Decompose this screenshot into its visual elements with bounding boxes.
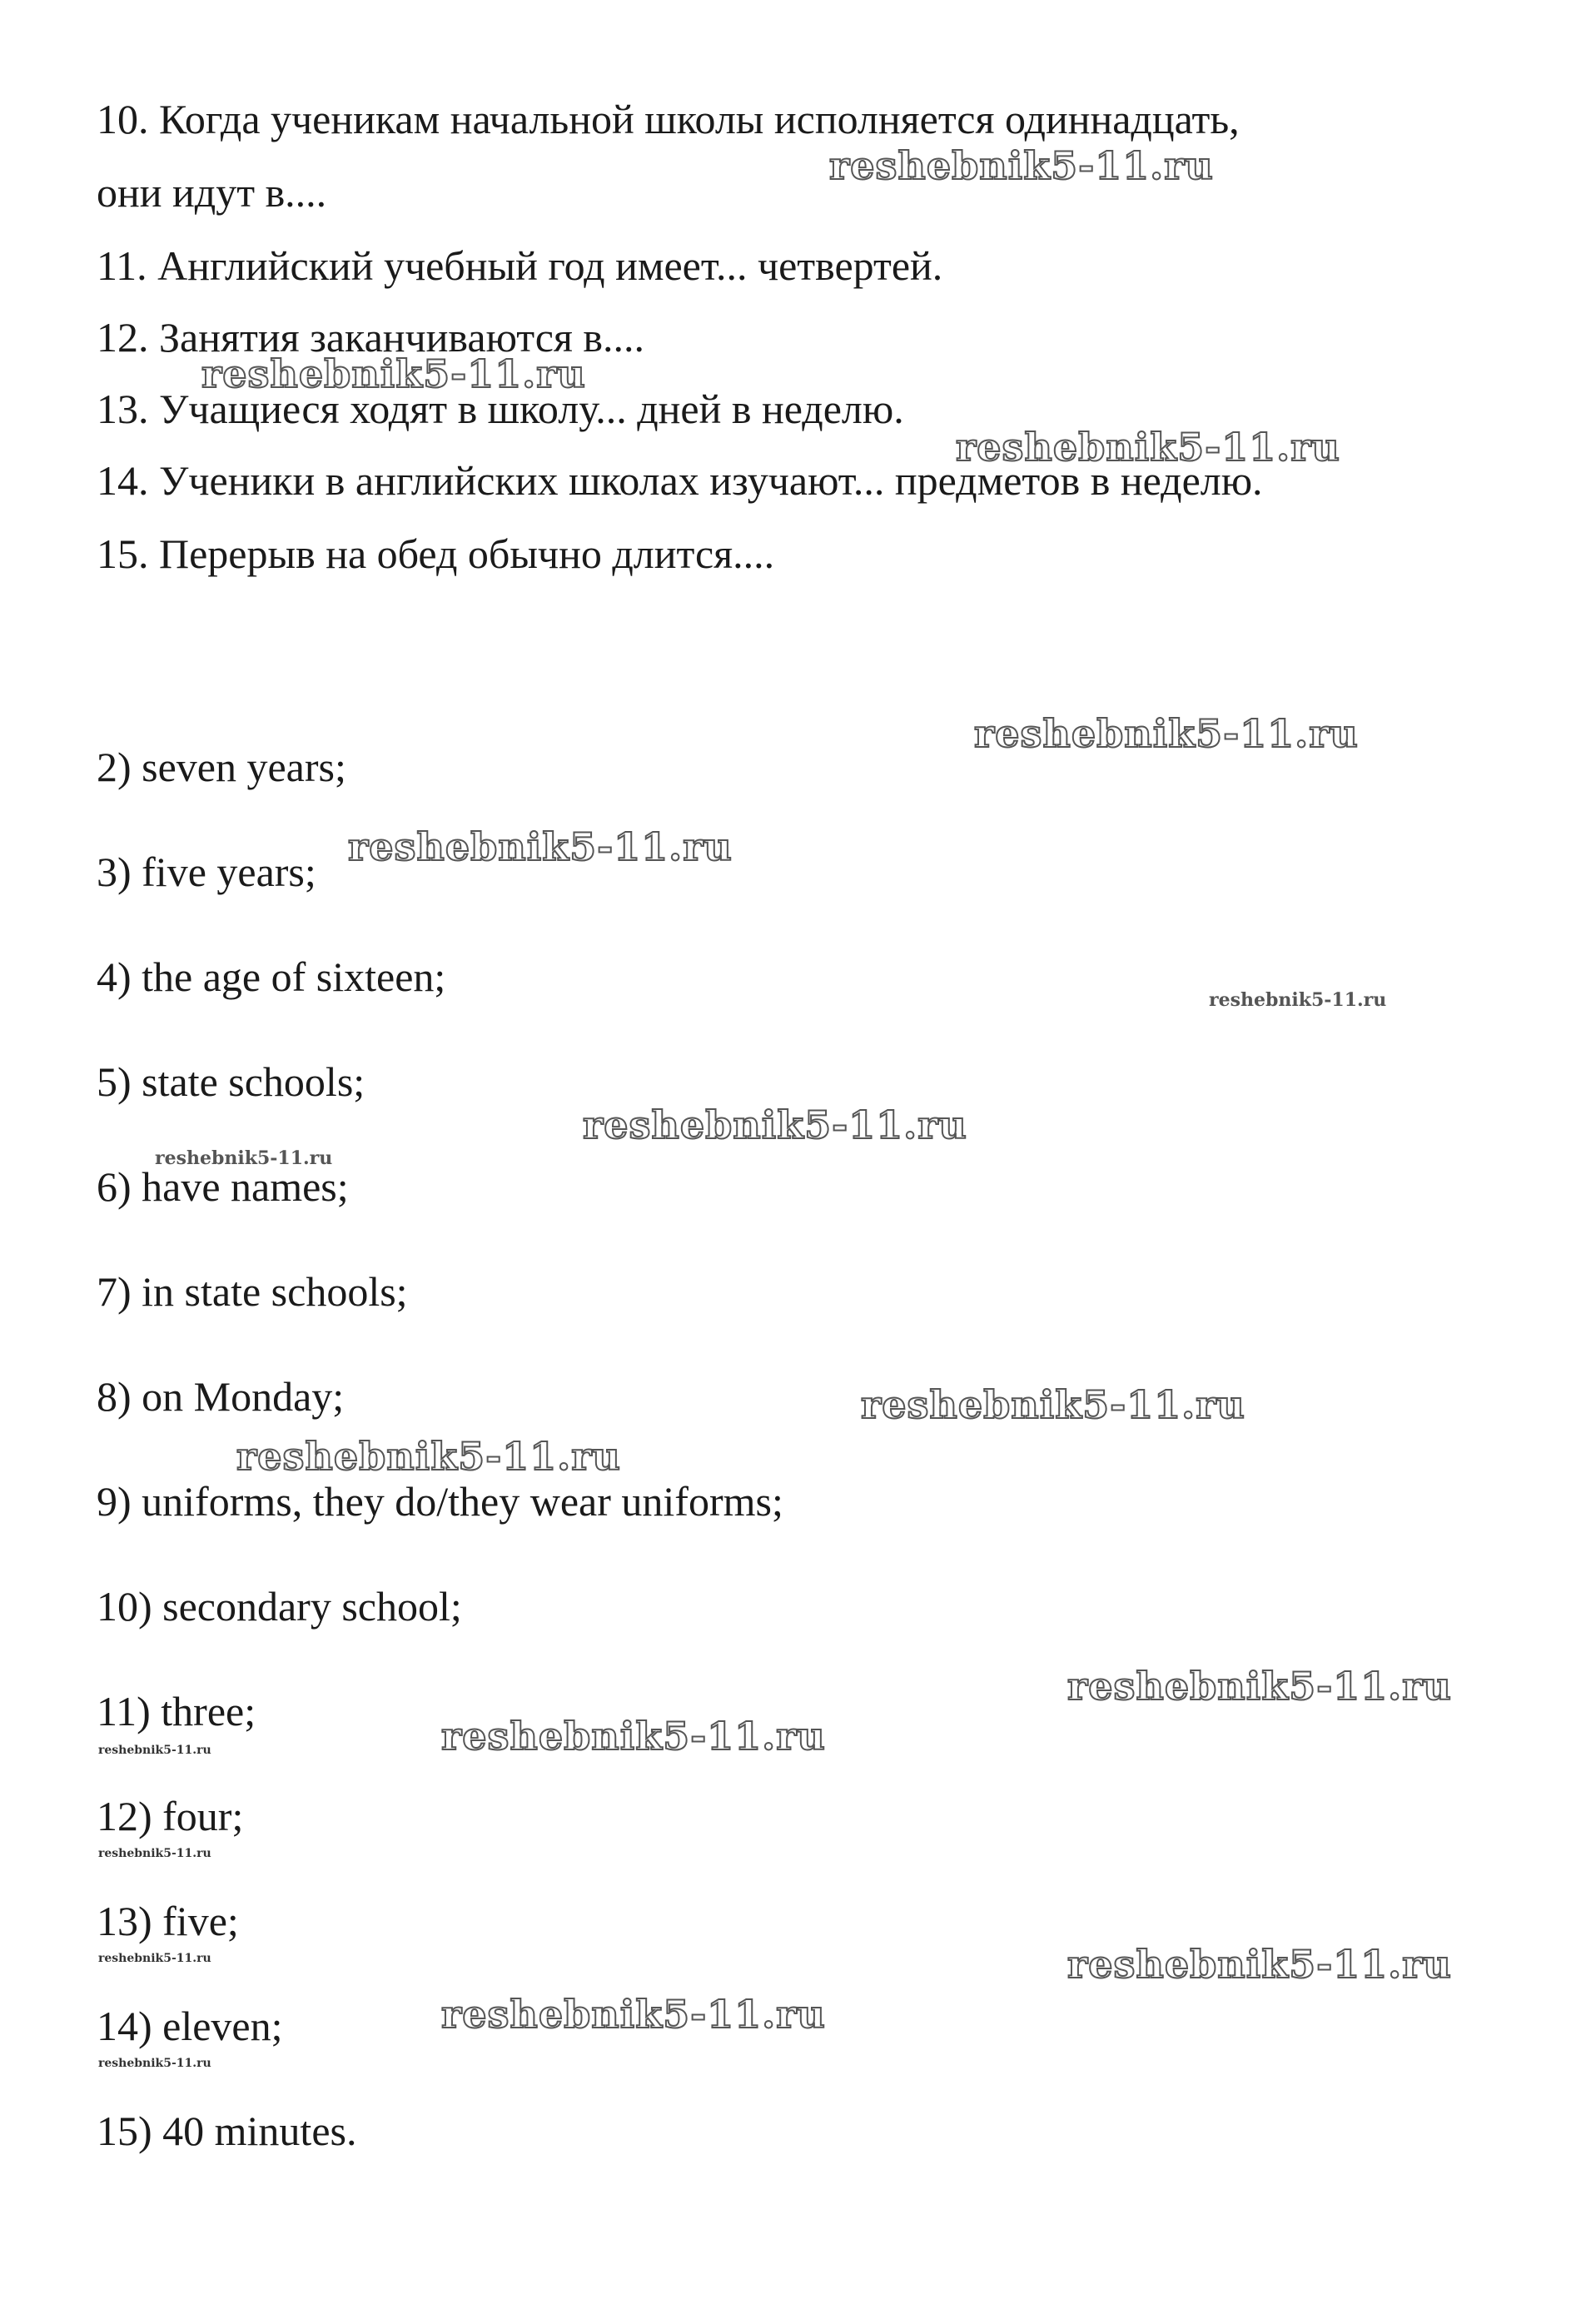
watermark: reshebnik5-11.ru xyxy=(348,824,733,869)
watermark: reshebnik5-11.ru xyxy=(98,1847,211,1860)
answer-line: 6) have names; xyxy=(97,1163,349,1210)
watermark: reshebnik5-11.ru xyxy=(98,1952,211,1965)
question-line: они идут в.... xyxy=(97,169,327,216)
watermark: reshebnik5-11.ru xyxy=(861,1382,1245,1427)
watermark: reshebnik5-11.ru xyxy=(829,143,1214,188)
answer-line: 5) state schools; xyxy=(97,1058,365,1105)
answer-line: 7) in state schools; xyxy=(97,1268,408,1315)
question-line: 10. Когда ученикам начальной школы исполняется одиннадцать, xyxy=(97,96,1240,142)
answer-line: 13) five; xyxy=(97,1898,239,1944)
answer-line: 3) five years; xyxy=(97,848,316,895)
answer-line: 15) 40 minutes. xyxy=(97,2108,357,2154)
answer-line: 11) three; xyxy=(97,1688,256,1734)
watermark: reshebnik5-11.ru xyxy=(441,1714,826,1759)
answer-line: 12) four; xyxy=(97,1793,244,1839)
watermark: reshebnik5-11.ru xyxy=(1067,1664,1452,1709)
watermark: reshebnik5-11.ru xyxy=(441,1992,826,2037)
question-line: 14. Ученики в английских школах изучают... предметов в неделю. xyxy=(97,457,1263,504)
watermark: reshebnik5-11.ru xyxy=(1209,989,1387,1011)
question-line: 11. Английский учебный год имеет... четвертей. xyxy=(97,242,943,289)
watermark: reshebnik5-11.ru xyxy=(956,425,1340,470)
watermark: reshebnik5-11.ru xyxy=(974,711,1359,756)
watermark: reshebnik5-11.ru xyxy=(98,1744,211,1757)
answer-line: 10) secondary school; xyxy=(97,1583,462,1630)
answer-line: 9) uniforms, they do/they wear uniforms; xyxy=(97,1478,783,1525)
answer-line: 14) eleven; xyxy=(97,2003,283,2049)
watermark: reshebnik5-11.ru xyxy=(201,351,586,396)
watermark: reshebnik5-11.ru xyxy=(236,1434,621,1479)
question-line: 12. Занятия заканчиваются в.... xyxy=(97,314,645,361)
answer-line: 2) seven years; xyxy=(97,744,346,790)
watermark: reshebnik5-11.ru xyxy=(1067,1942,1452,1987)
watermark: reshebnik5-11.ru xyxy=(583,1102,967,1147)
answer-line: 8) on Monday; xyxy=(97,1373,345,1420)
watermark: reshebnik5-11.ru xyxy=(155,1147,333,1169)
answer-line: 4) the age of sixteen; xyxy=(97,953,446,1000)
question-line: 13. Учащиеся ходят в школу... дней в неделю. xyxy=(97,386,904,432)
watermark: reshebnik5-11.ru xyxy=(98,2057,211,2070)
question-line: 15. Перерыв на обед обычно длится.... xyxy=(97,530,775,577)
